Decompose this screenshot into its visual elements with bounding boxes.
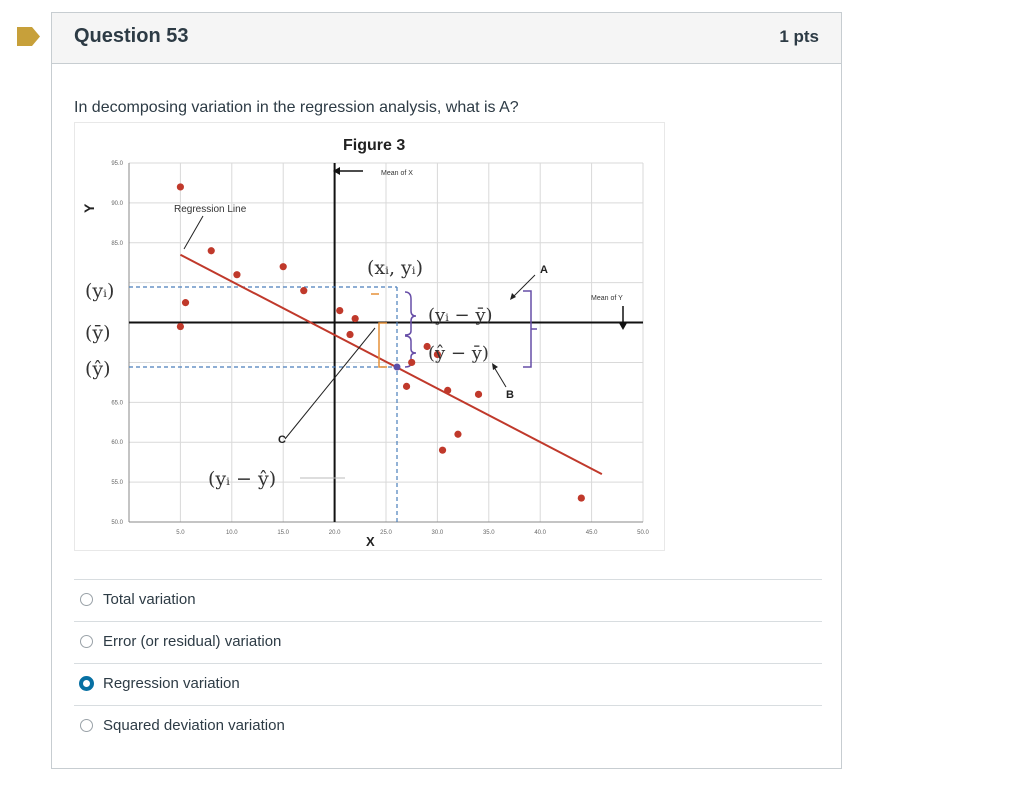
data-point bbox=[578, 494, 585, 501]
answer-option[interactable] bbox=[74, 705, 822, 747]
data-point bbox=[444, 387, 451, 394]
data-point bbox=[182, 299, 189, 306]
purple-brace-upper bbox=[405, 292, 416, 335]
x-tick-label: 5.0 bbox=[176, 530, 185, 536]
radio-button[interactable] bbox=[80, 719, 93, 732]
y-tick-label: 95.0 bbox=[111, 161, 123, 167]
data-point bbox=[177, 183, 184, 190]
label-ybar: (ȳ) bbox=[85, 322, 111, 344]
data-point bbox=[475, 391, 482, 398]
x-tick-label: 15.0 bbox=[277, 530, 290, 536]
y-tick-label: 65.0 bbox=[111, 400, 123, 407]
data-point bbox=[280, 263, 287, 270]
question-points: 1 pts bbox=[779, 27, 819, 46]
x-tick-label: 20.0 bbox=[328, 530, 341, 536]
x-tick-label: 30.0 bbox=[431, 530, 444, 536]
letter-b: B bbox=[506, 389, 514, 401]
x-tick-label: 35.0 bbox=[482, 530, 495, 536]
x-tick-label: 45.0 bbox=[585, 530, 598, 536]
yhat-marker bbox=[394, 364, 401, 371]
data-point bbox=[346, 331, 353, 338]
data-point bbox=[403, 383, 410, 390]
mean-x-label: Mean of X bbox=[381, 170, 413, 177]
x-tick-label: 25.0 bbox=[380, 530, 392, 536]
answer-option[interactable] bbox=[74, 621, 822, 663]
y-axis-letter: Y bbox=[81, 203, 97, 213]
regression-line-label: Regression Line bbox=[174, 204, 247, 215]
answer-label[interactable]: Regression variation bbox=[103, 675, 240, 692]
y-tick-label: 50.0 bbox=[111, 520, 123, 526]
answer-label[interactable]: Error (or residual) variation bbox=[103, 633, 282, 650]
radio-button-selected[interactable] bbox=[79, 676, 94, 691]
purple-bracket-right bbox=[523, 291, 531, 367]
data-point bbox=[439, 447, 446, 454]
regression-label-pointer bbox=[184, 216, 203, 249]
label-point: (xᵢ, yᵢ) bbox=[367, 257, 423, 279]
regression-line bbox=[180, 255, 601, 474]
figure-title: Figure 3 bbox=[343, 137, 406, 154]
answer-option[interactable] bbox=[74, 579, 822, 621]
data-point bbox=[208, 247, 215, 254]
data-point bbox=[336, 307, 343, 314]
letter-c: C bbox=[278, 434, 286, 446]
c-pointer bbox=[285, 328, 375, 439]
label-yhat: (ŷ) bbox=[85, 358, 111, 380]
bookmark-flag-icon[interactable] bbox=[17, 27, 40, 46]
data-points bbox=[177, 183, 585, 501]
regression-chart bbox=[75, 123, 664, 550]
data-point bbox=[177, 323, 184, 330]
data-point bbox=[352, 315, 359, 322]
regression-line-group bbox=[180, 216, 601, 478]
figure-3-image bbox=[74, 122, 665, 551]
x-axis-letter: X bbox=[366, 534, 375, 549]
x-tick-label: 10.0 bbox=[225, 530, 238, 536]
question-text: In decomposing variation in the regression analysis, what is A? bbox=[74, 99, 519, 116]
answer-option[interactable] bbox=[74, 663, 822, 705]
data-point bbox=[233, 271, 240, 278]
mean-y-label: Mean of Y bbox=[591, 295, 623, 302]
question-card bbox=[51, 12, 842, 769]
y-tick-label: 55.0 bbox=[111, 480, 123, 487]
label-yi-minus-yhat: (yᵢ − ŷ) bbox=[208, 468, 277, 490]
label-yi: (yᵢ) bbox=[85, 280, 115, 302]
letter-a: A bbox=[540, 264, 548, 276]
y-tick-label: 90.0 bbox=[111, 200, 123, 207]
question-header bbox=[52, 13, 841, 64]
question-title: Question 53 bbox=[74, 25, 189, 47]
y-tick-label: 60.0 bbox=[111, 440, 123, 447]
label-yhat-minus-ybar: (ŷ − ȳ) bbox=[428, 343, 489, 364]
data-point bbox=[408, 359, 415, 366]
x-tick-label: 50.0 bbox=[637, 530, 649, 536]
answer-list bbox=[74, 579, 822, 747]
radio-button[interactable] bbox=[80, 593, 93, 606]
radio-button[interactable] bbox=[80, 635, 93, 648]
x-tick-label: 40.0 bbox=[534, 530, 547, 536]
data-point bbox=[300, 287, 307, 294]
data-point bbox=[454, 431, 461, 438]
label-yi-minus-ybar: (yᵢ − ȳ) bbox=[428, 305, 493, 326]
answer-label[interactable]: Total variation bbox=[103, 591, 196, 608]
chart-ticks bbox=[111, 161, 649, 536]
b-arrow bbox=[494, 367, 506, 387]
y-tick-label: 85.0 bbox=[111, 240, 123, 247]
a-arrowhead bbox=[510, 293, 516, 300]
mean-y-arrowhead bbox=[619, 323, 627, 330]
answer-label[interactable]: Squared deviation variation bbox=[103, 717, 285, 734]
chart-grid bbox=[129, 163, 643, 522]
